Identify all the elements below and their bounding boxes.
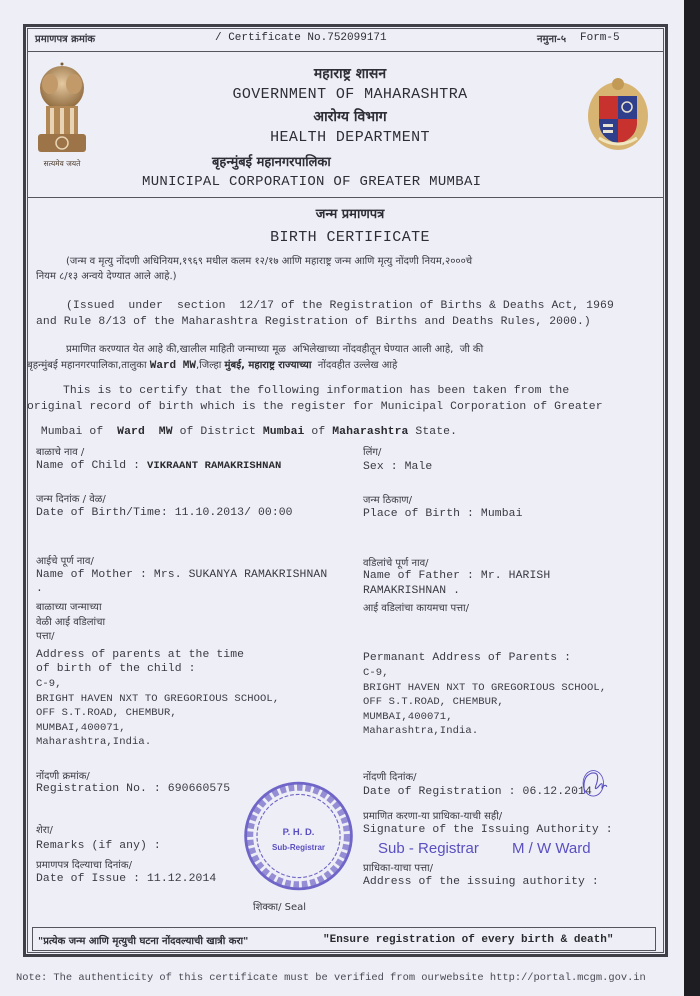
- birth-address-block: [36, 677, 279, 750]
- pob-label: Place of Birth :: [363, 508, 481, 520]
- issue-date-label-mr: प्रमाणपत्र दिल्याचा दिनांक/: [36, 860, 132, 871]
- government-title-mr: महाराष्ट्र शासन: [313, 66, 387, 82]
- certify-part-d: State.: [408, 426, 458, 438]
- certify-mr-district: मुंबई, महाराष्ट्र राज्याच्या: [224, 360, 312, 371]
- registration-date-row: [363, 786, 592, 798]
- pob-row: [363, 508, 523, 520]
- mother-value: Mrs. SUKANYA RAMAKRISHNAN: [153, 569, 328, 581]
- legal-text-mr-line1: (जन्म व मृत्यु नोंदणी अधिनियम,१९६९ मधील कलम १२/१७ आणि महाराष्ट्र जन्म आणि मृत्यु नोंदणी नियम,२०००चे: [66, 256, 473, 267]
- birth-certificate-title: BIRTH CERTIFICATE: [270, 229, 430, 246]
- registration-number-row: [36, 783, 230, 795]
- signature-label-mr: प्रमाणित करणा-या प्राधिका-याची सही/: [363, 811, 503, 822]
- permanent-address-line: MUMBAI,400071,: [363, 710, 453, 723]
- issue-date-row: [36, 873, 216, 885]
- registration-number-label: Registration No. :: [36, 783, 168, 795]
- permanent-address-line: OFF S.T.ROAD, CHEMBUR,: [363, 696, 504, 708]
- ward-stamp: M / W Ward: [512, 840, 591, 857]
- birth-address-line: MUMBAI,400071,: [36, 721, 126, 734]
- birth-address-line: C-9,: [36, 678, 62, 690]
- certify-text-mr-line2: [27, 357, 397, 372]
- form-label-mr: नमुना-५: [537, 34, 567, 45]
- title-divider: [27, 197, 664, 198]
- pob-value: Mumbai: [480, 508, 523, 520]
- child-name-label: Name of Child :: [36, 460, 147, 472]
- registration-date-label-mr: नोंदणी दिनांक/: [363, 772, 417, 783]
- birth-address-label-1: Address of parents at the time: [36, 649, 245, 661]
- father-row: [363, 570, 550, 582]
- verification-note: Note: The authenticity of this certificate must be verified from ourwebsite http://portal.mcgm.gov.in: [16, 972, 646, 984]
- birth-address-line: Maharashtra,India.: [36, 736, 152, 748]
- child-name-row: [36, 460, 281, 472]
- permanent-address-block: [363, 666, 606, 739]
- father-label-mr: वडिलांचे पूर्ण नाव/: [363, 558, 429, 569]
- dob-value: 11.10.2013/ 00:00: [174, 507, 293, 519]
- permanent-address-label: Permanant Address of Parents :: [363, 652, 572, 664]
- birth-address-label-mr-2: वेळी आई वडिलांचा: [36, 617, 106, 628]
- seal-text-line2: Sub-Registrar: [272, 843, 326, 853]
- corporation-title: MUNICIPAL CORPORATION OF GREATER MUMBAI: [142, 174, 482, 190]
- slogan-en: "Ensure registration of every birth & death": [323, 934, 614, 946]
- birth-certificate-title-mr: जन्म प्रमाणपत्र: [315, 207, 385, 222]
- child-name-value: VIKRAANT RAMAKRISHNAN: [146, 460, 282, 472]
- mother-label-mr: आईचे पूर्ण नाव/: [36, 556, 94, 567]
- child-name-label-mr: बाळाचे नाव /: [36, 447, 85, 458]
- legal-text-line2: and Rule 8/13 of the Maharashtra Registration of Births and Deaths Rules, 2000.): [36, 316, 591, 328]
- department-title: HEALTH DEPARTMENT: [270, 129, 430, 146]
- dob-label-mr: जन्म दिनांक / वेळ/: [36, 494, 106, 505]
- sex-label: Sex :: [363, 461, 405, 473]
- certify-mr-part-a: बृहन्मुंबई महानगरपालिका,तालुका: [27, 360, 150, 371]
- certify-part-b: of District: [172, 426, 263, 438]
- permanent-address-label-mr: आई वडिलांचा कायमचा पत्ता/: [363, 603, 470, 614]
- certificate-number: / Certificate No.752099171: [215, 32, 387, 44]
- mother-row: [36, 569, 327, 581]
- emblem-motto: सत्यमेव जयते: [43, 159, 81, 168]
- certify-state: Maharashtra: [332, 426, 409, 438]
- sex-row: [363, 461, 432, 473]
- pob-label-mr: जन्म ठिकाण/: [363, 495, 413, 506]
- registration-date-label: Date of Registration :: [363, 786, 523, 798]
- authority-address-label: Address of the issuing authority :: [363, 876, 599, 888]
- certificate-number-label-mr: प्रमाणपत्र क्रमांक: [35, 34, 96, 45]
- authority-address-label-mr: प्राधिका-याचा पत्ता/: [363, 863, 433, 874]
- header-divider: [27, 51, 664, 52]
- issue-date-value: 11.12.2014: [146, 873, 217, 885]
- father-value-cont: RAMAKRISHNAN .: [363, 585, 461, 597]
- certify-text-line2: original record of birth which is the register for Municipal Corporation of Greater: [27, 401, 603, 413]
- certify-ward: Ward MW: [117, 426, 173, 438]
- certify-mr-ward: Ward MW: [149, 360, 196, 372]
- birth-address-line: BRIGHT HAVEN NXT TO GREGORIOUS SCHOOL,: [36, 692, 280, 705]
- mother-label: Name of Mother :: [36, 569, 154, 581]
- scan-edge-strip: [684, 0, 700, 996]
- permanent-address-line: Maharashtra,India.: [363, 725, 479, 737]
- registration-date-value: 06.12.2014: [522, 786, 592, 798]
- mcgm-crest-icon: [585, 76, 651, 152]
- certify-mr-part-b: ,जिल्हा: [195, 360, 225, 371]
- father-value: Mr. HARISH: [480, 570, 551, 582]
- sex-label-mr: लिंग/: [363, 447, 382, 458]
- official-seal-stamp: [240, 778, 358, 894]
- birth-address-label-mr-3: पत्ता/: [36, 631, 55, 642]
- legal-text-line1: (Issued under section 12/17 of the Registration of Births & Deaths Act, 1969: [66, 300, 614, 312]
- slogan-mr: "प्रत्येक जन्म आणि मृत्युची घटना नोंदवल्याची खात्री करा": [38, 936, 249, 947]
- certify-district: Mumbai: [262, 426, 305, 438]
- dob-label: Date of Birth/Time:: [36, 507, 175, 519]
- birth-address-label-2: of birth of the child :: [36, 663, 196, 675]
- sex-value: Male: [404, 461, 433, 473]
- certify-part-a: Mumbai of: [40, 426, 118, 438]
- sub-registrar-stamp: Sub - Registrar: [378, 840, 479, 857]
- mother-value-cont: .: [36, 583, 43, 595]
- issue-date-label: Date of Issue :: [36, 873, 147, 885]
- permanent-address-line: BRIGHT HAVEN NXT TO GREGORIOUS SCHOOL,: [363, 681, 607, 694]
- government-title: GOVERNMENT OF MAHARASHTRA: [232, 86, 468, 103]
- certify-text-line1: This is to certify that the following information has been taken from the: [63, 385, 570, 397]
- remarks-label-mr: शेरा/: [36, 825, 53, 836]
- registration-number-value: 690660575: [167, 783, 231, 795]
- certify-text-mr-line1: प्रमाणित करण्यात येत आहे की,खालील माहिती जन्माच्या मूळ अभिलेखाच्या नोंदवहीतून घेण्यात आली आहे, जी की: [66, 344, 484, 355]
- certify-mr-part-c: नोंदवहीत उल्लेख आहे: [311, 360, 398, 371]
- corporation-title-mr: बृहन्मुंबई महानगरपालिका: [212, 155, 331, 170]
- form-label: Form-5: [580, 32, 620, 44]
- certify-text-line3: [27, 414, 457, 438]
- remarks-label: Remarks (if any) :: [36, 840, 161, 852]
- seal-text-line1: P. H. D.: [282, 827, 315, 839]
- signature-label: Signature of the Issuing Authority :: [363, 824, 613, 836]
- birth-address-label-mr-1: बाळाच्या जन्माच्या: [36, 602, 102, 613]
- dob-row: [36, 507, 293, 519]
- legal-text-mr-line2: नियम ८/१३ अन्वये देण्यात आले आहे.): [36, 271, 177, 282]
- seal-label: शिक्का/ Seal: [253, 902, 307, 913]
- permanent-address-line: C-9,: [363, 667, 389, 679]
- department-title-mr: आरोग्य विभाग: [313, 109, 387, 125]
- birth-address-line: OFF S.T.ROAD, CHEMBUR,: [36, 707, 177, 719]
- father-label: Name of Father :: [363, 570, 481, 582]
- handwritten-signature: [578, 768, 612, 802]
- registration-number-label-mr: नोंदणी क्रमांक/: [36, 771, 90, 782]
- certify-part-c: of: [304, 426, 333, 438]
